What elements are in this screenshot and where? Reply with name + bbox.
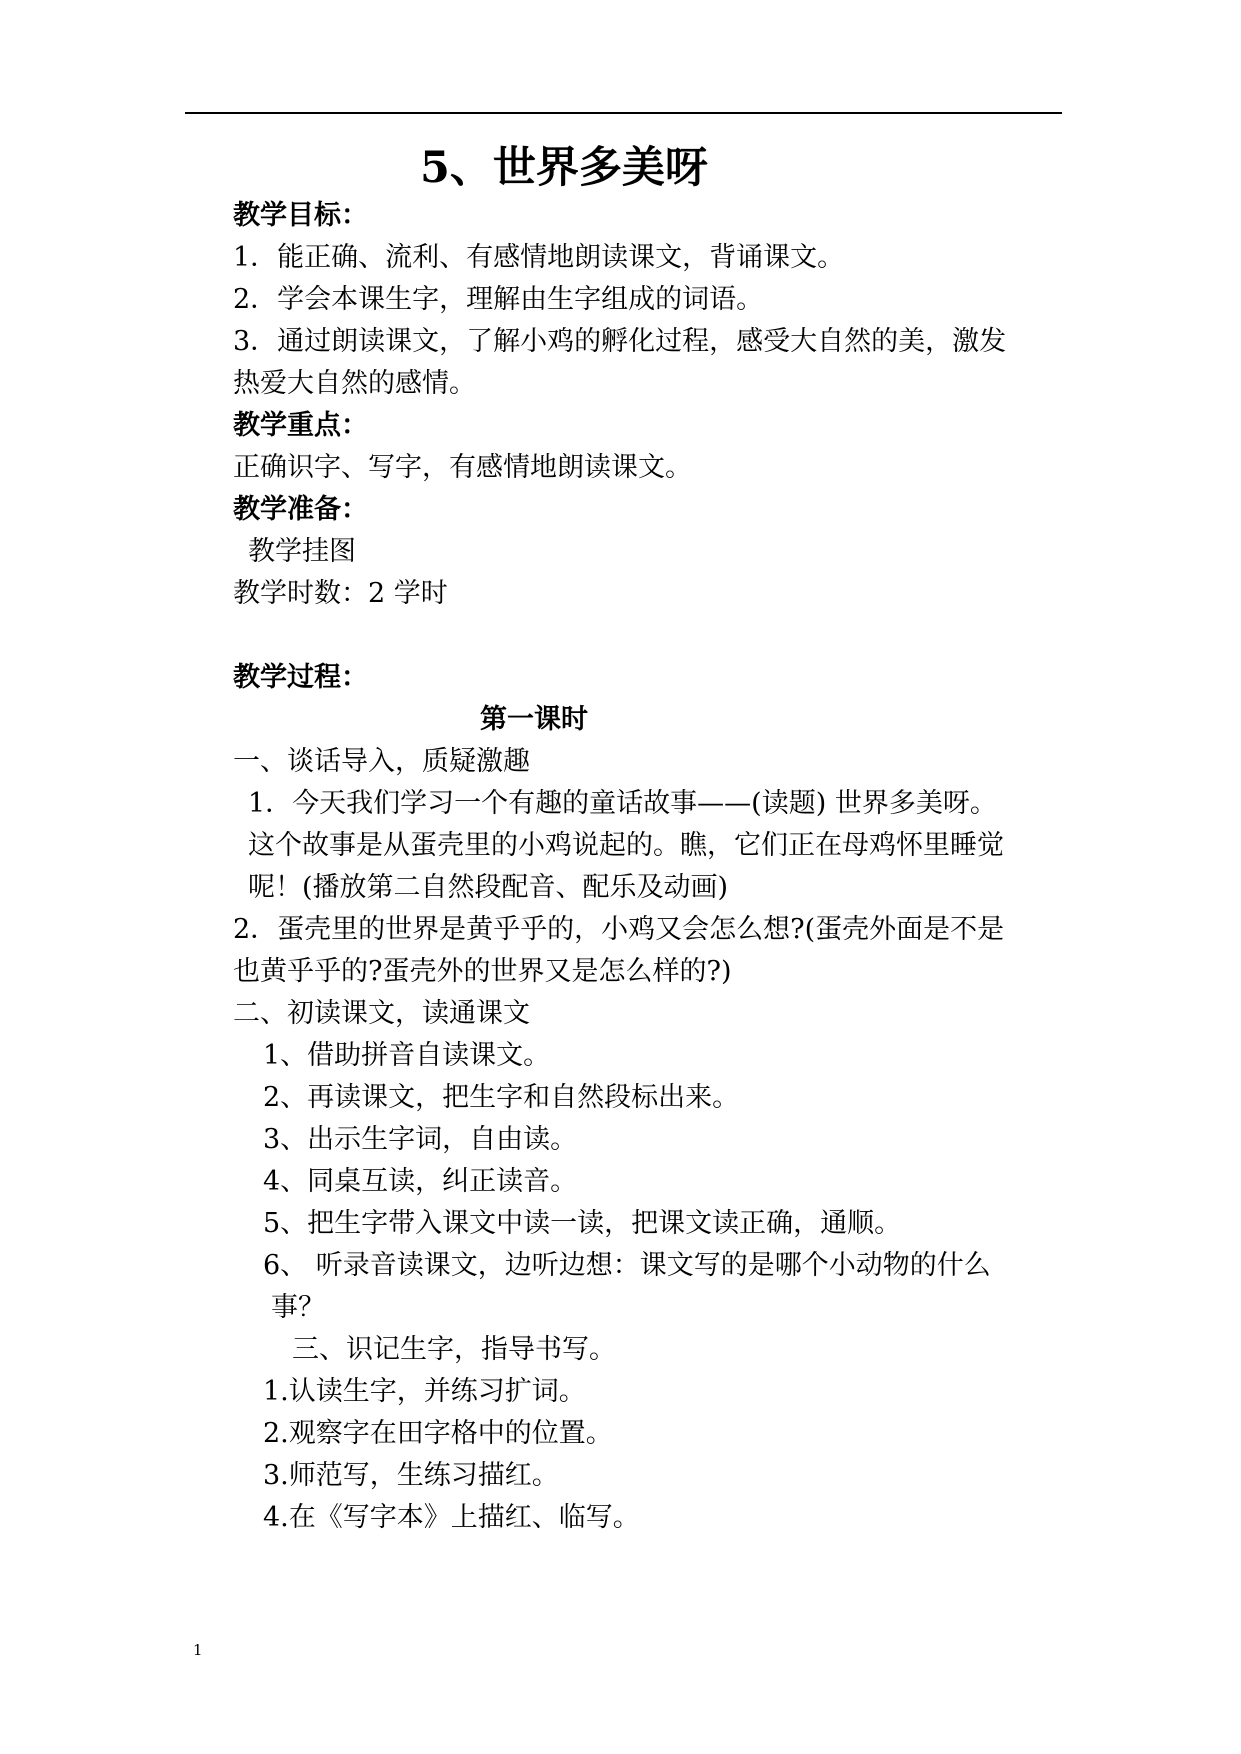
section-2-item-2: 2、再读课文，把生字和自然段标出来。 [263, 1082, 740, 1113]
lesson-title: 第一课时 [480, 704, 588, 735]
objectives-heading: 教学目标： [233, 200, 368, 231]
section-2-item-5: 5、把生字带入课文中读一读，把课文读正确，通顺。 [263, 1208, 902, 1239]
page-title: 5、世界多美呀 [420, 143, 708, 193]
section-3-item-1: 1.认读生字，并练习扩词。 [263, 1376, 586, 1407]
section-2-title: 二、初读课文，读通课文 [233, 998, 530, 1029]
objective-item-1: 1．能正确、流利、有感情地朗读课文，背诵课文。 [233, 242, 845, 273]
section-3-item-4: 4.在《写字本》上描红、临写。 [263, 1502, 640, 1533]
section-2-item-3: 3、出示生字词，自由读。 [263, 1124, 578, 1155]
section-2-item-1: 1、借助拼音自读课文。 [263, 1040, 551, 1071]
section-3-title: 三、识记生字，指导书写。 [292, 1334, 616, 1365]
section-1-item-1-line-2: 这个故事是从蛋壳里的小鸡说起的。瞧，它们正在母鸡怀里睡觉 [248, 830, 1004, 861]
key-points-text: 正确识字、写字，有感情地朗读课文。 [233, 452, 692, 483]
section-1-item-1-line-3: 呢！(播放第二自然段配音、配乐及动画) [248, 872, 729, 903]
header-rule [185, 112, 1062, 114]
objective-item-2: 2．学会本课生字，理解由生字组成的词语。 [233, 284, 764, 315]
process-heading: 教学过程： [233, 662, 368, 693]
section-2-item-6-line-1: 6、 听录音读课文，边听边想：课文写的是哪个小动物的什么 [263, 1250, 991, 1281]
objective-item-3-line-2: 热爱大自然的感情。 [233, 368, 476, 399]
teaching-hours: 教学时数：2 学时 [233, 578, 448, 609]
objective-item-3-line-1: 3．通过朗读课文，了解小鸡的孵化过程，感受大自然的美，激发 [233, 326, 1007, 357]
section-2-item-6-line-2: 事？ [271, 1292, 325, 1323]
section-1-title: 一、谈话导入，质疑激趣 [233, 746, 530, 777]
preparation-text: 教学挂图 [248, 536, 356, 567]
key-points-heading: 教学重点： [233, 410, 368, 441]
section-1-item-2-line-1: 2．蛋壳里的世界是黄乎乎的，小鸡又会怎么想?(蛋壳外面是不是 [233, 914, 1005, 945]
section-1-item-2-line-2: 也黄乎乎的?蛋壳外的世界又是怎么样的?) [233, 956, 732, 987]
section-1-item-1-line-1: 1．今天我们学习一个有趣的童话故事——(读题) 世界多美呀。 [248, 788, 997, 819]
page-number: 1 [193, 1641, 203, 1659]
preparation-heading: 教学准备： [233, 494, 368, 525]
section-2-item-4: 4、同桌互读，纠正读音。 [263, 1166, 578, 1197]
section-3-item-2: 2.观察字在田字格中的位置。 [263, 1418, 613, 1449]
section-3-item-3: 3.师范写，生练习描红。 [263, 1460, 559, 1491]
